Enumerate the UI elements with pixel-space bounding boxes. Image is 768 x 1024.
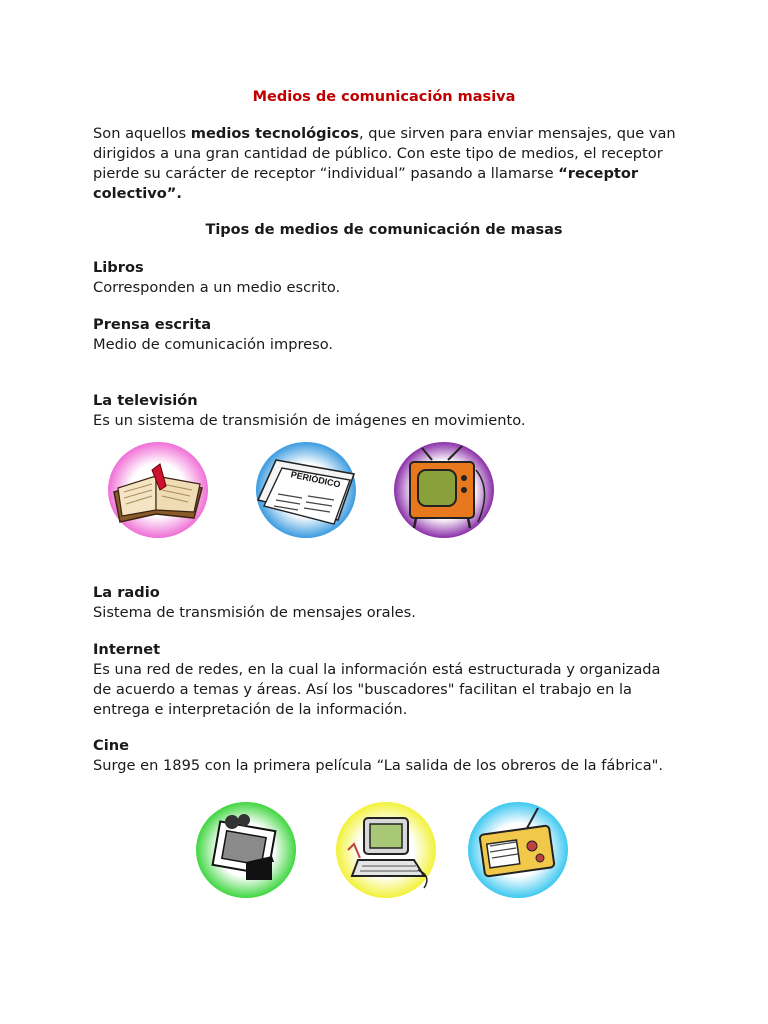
section-heading: Libros — [93, 259, 144, 276]
section-radio — [93, 583, 683, 623]
section-libros — [93, 258, 683, 298]
section-text: Es una red de redes, en la cual la información está estructurada y organizada de acuerdo a temas y áreas. Así los "buscadores" facilitan el trabajo en la entrega e interpretación de la información. — [93, 661, 661, 718]
section-internet — [93, 640, 683, 720]
section-text: Medio de comunicación impreso. — [93, 336, 334, 353]
section-text: Corresponden a un medio escrito. — [93, 279, 341, 296]
newspaper-label: PERIÓDICO — [289, 469, 342, 490]
film-icon — [194, 800, 298, 900]
section-text: Sistema de transmisión de mensajes orales. — [93, 604, 416, 621]
section-text: Es un sistema de transmisión de imágenes en movimiento. — [93, 412, 526, 429]
intro-text-1: Son aquellos — [93, 125, 191, 142]
section-subtitle: Tipos de medios de comunicación de masas — [205, 222, 563, 238]
section-heading: Cine — [93, 737, 129, 754]
intro-paragraph — [93, 124, 683, 204]
intro-bold-2: “receptor colectivo”. — [93, 165, 639, 202]
section-prensa — [93, 315, 683, 355]
newspaper-icon — [254, 440, 358, 540]
section-heading: Internet — [93, 641, 161, 658]
computer-icon — [334, 800, 438, 900]
section-heading: La televisión — [93, 392, 198, 409]
section-heading: La radio — [93, 584, 160, 601]
section-heading: Prensa escrita — [93, 316, 212, 333]
section-television — [93, 391, 683, 431]
intro-bold-1: medios tecnológicos — [190, 125, 359, 142]
radio-icon — [466, 800, 570, 900]
book-icon — [106, 440, 210, 540]
section-cine — [93, 736, 683, 776]
intro-text-2: , que sirven para enviar mensajes, que van dirigidos a una gran cantidad de público. Con este tipo de medios, el receptor pierde su carácter de receptor “individual” pasando a llamarse — [93, 125, 676, 182]
page-title: Medios de comunicación masiva — [252, 89, 516, 105]
television-icon — [392, 440, 496, 540]
section-text: Surge en 1895 con la primera película “La salida de los obreros de la fábrica". — [93, 757, 663, 774]
